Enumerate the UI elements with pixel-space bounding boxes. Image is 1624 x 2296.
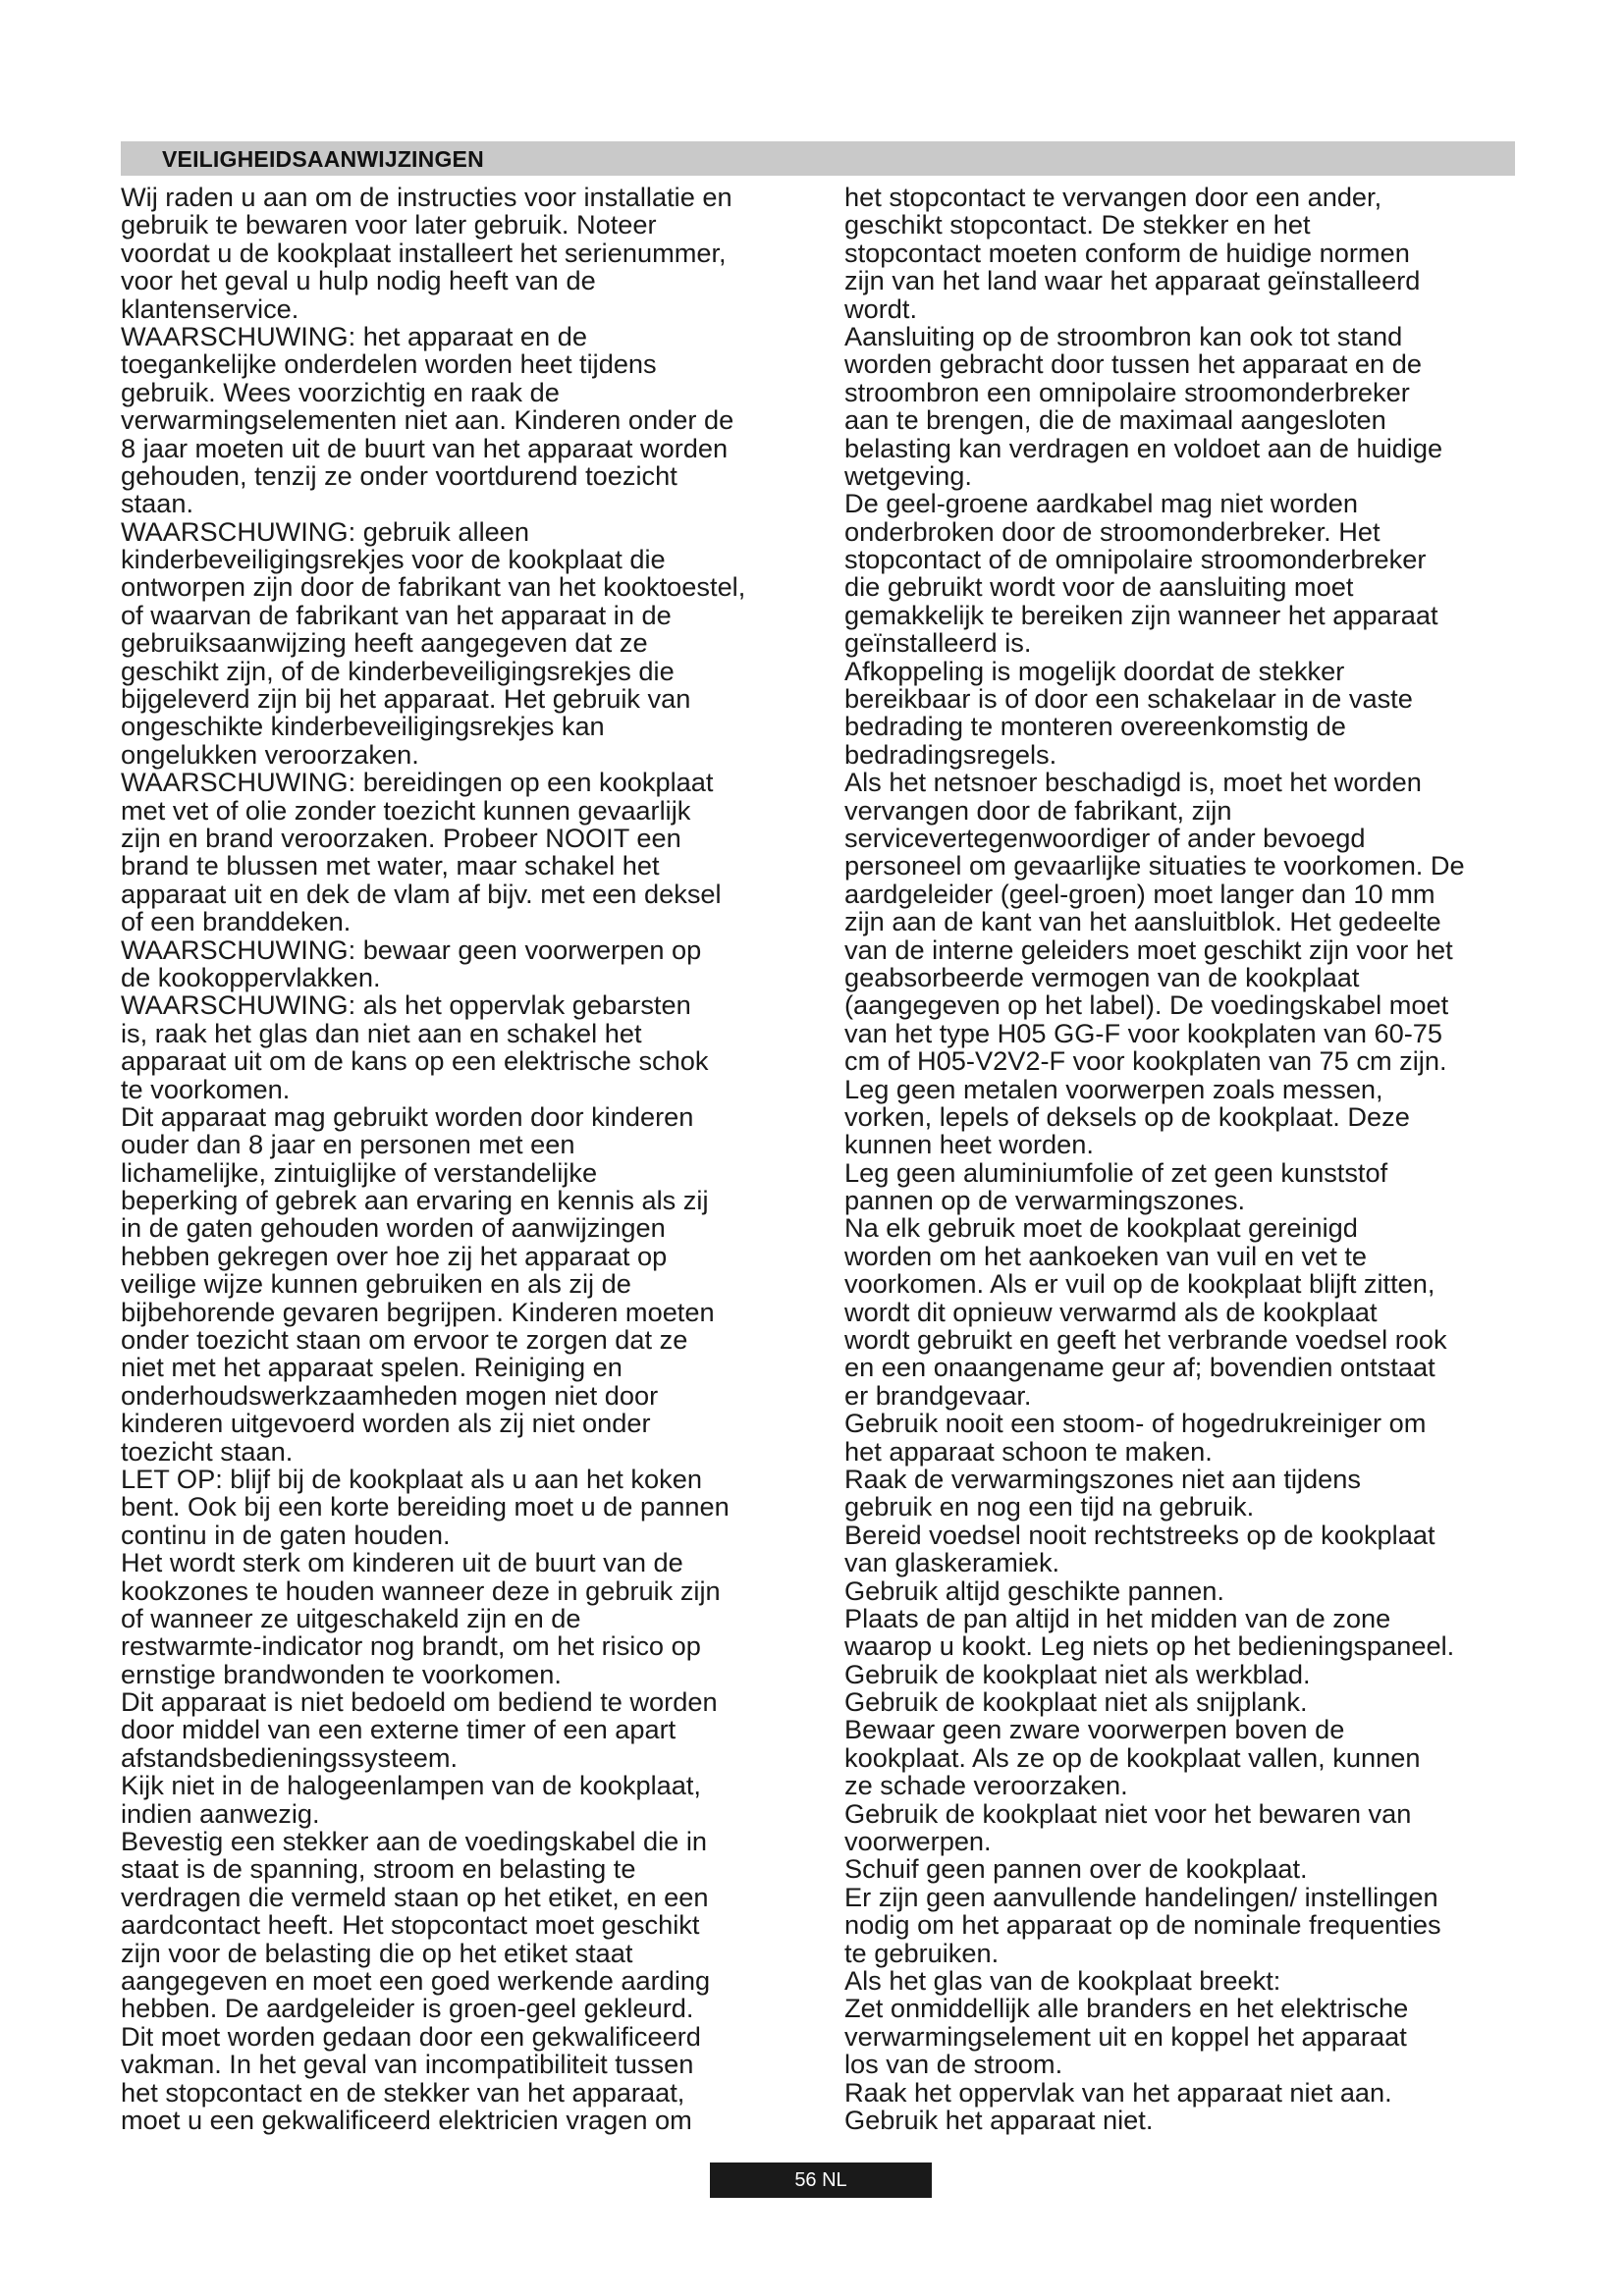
text-line: restwarmte-indicator nog brandt, om het risico op (121, 1630, 701, 1662)
text-line: zijn voor de belasting die op het etiket staat (121, 1937, 633, 1968)
text-line: WAARSCHUWING: bereidingen op een kookplaat (121, 767, 714, 798)
text-line: Kijk niet in de halogeenlampen van de kookplaat, (121, 1770, 701, 1801)
text-line: ongelukken veroorzaken. (121, 738, 419, 770)
text-line: WAARSCHUWING: het apparaat en de (121, 320, 587, 351)
text-line: Aansluiting op de stroombron kan ook tot stand (844, 320, 1403, 351)
text-line: gebruik te bewaren voor later gebruik. Noteer (121, 209, 657, 240)
text-line: voordat u de kookplaat installeert het serienummer, (121, 237, 727, 268)
text-line: servicevertegenwoordiger of ander bevoegd (844, 822, 1366, 853)
text-line: geïnstalleerd is. (844, 627, 1032, 659)
text-line: staan. (121, 488, 194, 519)
text-line: vorken, lepels of deksels op de kookplaat. Deze (844, 1100, 1410, 1132)
text-line: waarop u kookt. Leg niets op het bedieningspaneel. (844, 1630, 1455, 1662)
text-line: ontworpen zijn door de fabrikant van het kooktoestel, (121, 571, 746, 603)
text-line: WAARSCHUWING: bewaar geen voorwerpen op (121, 934, 702, 965)
text-line: veilige wijze kunnen gebruiken en als zij de (121, 1268, 631, 1300)
text-line: in de gaten gehouden worden of aanwijzingen (121, 1212, 666, 1244)
text-line: zijn van het land waar het apparaat geïnstalleerd (844, 265, 1421, 296)
text-line: van de interne geleiders moet geschikt zijn voor het (844, 934, 1453, 965)
text-line: onderhoudswerkzaamheden mogen niet door (121, 1379, 659, 1411)
text-line: wordt gebruikt en geeft het verbrande voedsel rook (844, 1324, 1447, 1356)
text-line: Dit apparaat is niet bedoeld om bediend te worden (121, 1686, 718, 1718)
text-line: Leg geen aluminiumfolie of zet geen kunststof (844, 1156, 1388, 1188)
text-line: beperking of gebrek aan ervaring en kennis als zij (121, 1185, 709, 1216)
text-line: ze schade veroorzaken. (844, 1770, 1128, 1801)
text-line: bijgeleverd zijn bij het apparaat. Het gebruik van (121, 683, 691, 715)
text-line: gemakkelijk te bereiken zijn wanneer het apparaat (844, 599, 1438, 630)
text-line: pannen op de verwarmingszones. (844, 1185, 1246, 1216)
text-line: lichamelijke, zintuiglijke of verstandelijke (121, 1156, 598, 1188)
text-line: brand te blussen met water, maar schakel het (121, 850, 660, 881)
text-line: geabsorbeerde vermogen van de kookplaat (844, 961, 1360, 992)
text-line: of wanneer ze uitgeschakeld zijn en de (121, 1602, 581, 1633)
text-line: aardcontact heeft. Het stopcontact moet geschikt (121, 1909, 700, 1941)
text-line: LET OP: blijf bij de kookplaat als u aan het koken (121, 1463, 702, 1494)
text-line: worden om het aankoeken van vuil en vet te (844, 1240, 1368, 1271)
text-line: gehouden, tenzij ze onder voortdurend toezicht (121, 459, 677, 491)
text-line: apparaat uit om de kans op een elektrische schok (121, 1045, 709, 1077)
text-line: te voorkomen. (121, 1073, 291, 1104)
text-line: afstandsbedieningssysteem. (121, 1741, 459, 1773)
text-line: continu in de gaten houden. (121, 1519, 451, 1550)
text-line: wordt dit opnieuw verwarmd als de kookplaat (844, 1296, 1378, 1327)
text-line: Er zijn geen aanvullende handelingen/ instellingen (844, 1881, 1438, 1912)
text-line: WAARSCHUWING: als het oppervlak gebarsten (121, 989, 691, 1021)
text-line: Gebruik de kookplaat niet als snijplank. (844, 1686, 1308, 1718)
text-line: Gebruik nooit een stoom- of hogedrukreiniger om (844, 1408, 1427, 1439)
text-line: niet met het apparaat spelen. Reiniging en (121, 1352, 623, 1383)
text-line: kookplaat. Als ze op de kookplaat vallen, kunnen (844, 1741, 1421, 1773)
text-line: verdragen die vermeld staan op het etiket, en een (121, 1881, 709, 1912)
text-line: onder toezicht staan om ervoor te zorgen dat ze (121, 1324, 688, 1356)
text-line: Plaats de pan altijd in het midden van de zone (844, 1602, 1391, 1633)
left-text-column (121, 184, 823, 2134)
text-line: hebben. De aardgeleider is groen-geel gekleurd. (121, 1993, 694, 2024)
text-line: klantenservice. (121, 293, 299, 324)
text-line: Als het netsnoer beschadigd is, moet het worden (844, 767, 1422, 798)
text-line: het stopcontact te vervangen door een ander, (844, 182, 1382, 212)
text-line: wordt. (844, 293, 918, 324)
page-number-badge (710, 2163, 932, 2198)
text-line: aan te brengen, die de maximaal aangesloten (844, 404, 1386, 436)
text-line: zijn en brand veroorzaken. Probeer NOOIT een (121, 822, 681, 853)
text-line: door middel van een externe timer of een apart (121, 1714, 677, 1745)
text-line: (aangegeven op het label). De voedingskabel moet (844, 989, 1449, 1021)
text-line: indien aanwezig. (121, 1797, 320, 1829)
text-line: los van de stroom. (844, 2049, 1063, 2080)
text-line: ernstige brandwonden te voorkomen. (121, 1658, 562, 1689)
text-line: kinderen uitgevoerd worden als zij niet onder (121, 1408, 651, 1439)
text-line: voor het geval u hulp nodig heeft van de (121, 265, 596, 296)
text-line: bedrading te monteren overeenkomstig de (844, 711, 1346, 742)
text-line: geschikt stopcontact. De stekker en het (844, 209, 1311, 240)
text-line: Gebruik de kookplaat niet als werkblad. (844, 1658, 1311, 1689)
text-line: onderbroken door de stroomonderbreker. Het (844, 515, 1380, 547)
text-line: Bevestig een stekker aan de voedingskabel die in (121, 1826, 708, 1857)
text-line: of waarvan de fabrikant van het apparaat in de (121, 599, 672, 630)
text-line: De geel-groene aardkabel mag niet worden (844, 488, 1358, 519)
text-line: Afkoppeling is mogelijk doordat de stekker (844, 655, 1345, 686)
text-line: bent. Ook bij een korte bereiding moet u de pannen (121, 1491, 730, 1522)
text-line: kookzones te houden wanneer deze in gebruik zijn (121, 1575, 721, 1606)
text-line: gebruiksaanwijzing heeft aangegeven dat ze (121, 627, 648, 659)
text-line: toezicht staan. (121, 1435, 294, 1467)
text-line: verwarmingselement uit en koppel het apparaat (844, 2020, 1407, 2052)
text-line: kinderbeveiligingsrekjes voor de kookplaat die (121, 544, 666, 575)
text-line: bereikbaar is of door een schakelaar in de vaste (844, 683, 1413, 715)
text-line: Gebruik het apparaat niet. (844, 2104, 1154, 2135)
text-line: Schuif geen pannen over de kookplaat. (844, 1853, 1308, 1885)
text-line: die gebruikt wordt voor de aansluiting moet (844, 571, 1354, 603)
text-line: cm of H05-V2V2-F voor kookplaten van 75 cm zijn. (844, 1045, 1447, 1077)
text-line: aangegeven en moet een goed werkende aarding (121, 1965, 711, 1996)
text-line: Raak het oppervlak van het apparaat niet aan. (844, 2076, 1392, 2108)
text-line: staat is de spanning, stroom en belasting te (121, 1853, 636, 1885)
text-line: geschikt zijn, of de kinderbeveiligingsrekjes die (121, 655, 675, 686)
text-line: en een onaangename geur af; bovendien ontstaat (844, 1352, 1435, 1383)
text-line: is, raak het glas dan niet aan en schakel het (121, 1017, 642, 1048)
text-line: Leg geen metalen voorwerpen zoals messen, (844, 1073, 1383, 1104)
text-line: bijbehorende gevaren begrijpen. Kinderen moeten (121, 1296, 715, 1327)
text-line: Wij raden u aan om de instructies voor installatie en (121, 182, 732, 212)
text-line: Gebruik altijd geschikte pannen. (844, 1575, 1224, 1606)
text-line: gebruik en nog een tijd na gebruik. (844, 1491, 1255, 1522)
page-number: 56 NL (794, 2169, 847, 2191)
text-line: stroombron een omnipolaire stroomonderbreker (844, 376, 1410, 407)
text-line: Zet onmiddellijk alle branders en het elektrische (844, 1993, 1409, 2024)
text-line: nodig om het apparaat op de nominale frequenties (844, 1909, 1441, 1941)
text-line: moet u een gekwalificeerd elektricien vragen om (121, 2104, 692, 2135)
text-line: er brandgevaar. (844, 1379, 1032, 1411)
text-line: het stopcontact en de stekker van het apparaat, (121, 2076, 685, 2108)
text-line: hebben gekregen over hoe zij het apparaat op (121, 1240, 668, 1271)
text-line: Als het glas van de kookplaat breekt: (844, 1965, 1281, 1996)
text-line: Gebruik de kookplaat niet voor het bewaren van (844, 1797, 1412, 1829)
text-line: Bewaar geen zware voorwerpen boven de (844, 1714, 1345, 1745)
text-line: ouder dan 8 jaar en personen met een (121, 1129, 575, 1160)
text-line: Het wordt sterk om kinderen uit de buurt van de (121, 1547, 683, 1578)
text-line: gebruik. Wees voorzichtig en raak de (121, 376, 560, 407)
text-line: bedradingsregels. (844, 738, 1057, 770)
right-text-column (844, 184, 1515, 2134)
section-header-bar (121, 141, 1515, 176)
text-line: van glaskeramiek. (844, 1547, 1060, 1578)
text-line: Raak de verwarmingszones niet aan tijdens (844, 1463, 1361, 1494)
text-line: Dit apparaat mag gebruikt worden door kinderen (121, 1100, 694, 1132)
text-line: te gebruiken. (844, 1937, 1000, 1968)
text-line: zijn aan de kant van het aansluitblok. Het gedeelte (844, 906, 1441, 937)
text-line: personeel om gevaarlijke situaties te voorkomen. De (844, 850, 1465, 881)
text-line: met vet of olie zonder toezicht kunnen gevaarlijk (121, 794, 691, 826)
text-line: voorwerpen. (844, 1826, 992, 1857)
text-line: de kookoppervlakken. (121, 961, 381, 992)
text-line: Na elk gebruik moet de kookplaat gereinigd (844, 1212, 1358, 1244)
text-line: van het type H05 GG-F voor kookplaten van 60-75 (844, 1017, 1443, 1048)
text-line: kunnen heet worden. (844, 1129, 1094, 1160)
text-line: vakman. In het geval van incompatibiliteit tussen (121, 2049, 694, 2080)
text-line: Dit moet worden gedaan door een gekwalificeerd (121, 2020, 701, 2052)
text-line: voorkomen. Als er vuil op de kookplaat blijft zitten, (844, 1268, 1435, 1300)
text-line: 8 jaar moeten uit de buurt van het apparaat worden (121, 432, 729, 463)
text-line: ongeschikte kinderbeveiligingsrekjes kan (121, 711, 605, 742)
text-line: vervangen door de fabrikant, zijn (844, 794, 1232, 826)
text-line: Bereid voedsel nooit rechtstreeks op de kookplaat (844, 1519, 1435, 1550)
text-line: toegankelijke onderdelen worden heet tijdens (121, 348, 657, 380)
section-title: VEILIGHEIDSAANWIJZINGEN (162, 146, 484, 172)
text-line: aardgeleider (geel-groen) moet langer dan 10 mm (844, 878, 1435, 909)
text-line: apparaat uit en dek de vlam af bijv. met een deksel (121, 878, 722, 909)
text-line: verwarmingselementen niet aan. Kinderen onder de (121, 404, 734, 436)
text-line: WAARSCHUWING: gebruik alleen (121, 515, 529, 547)
text-line: het apparaat schoon te maken. (844, 1435, 1213, 1467)
text-line: stopcontact of de omnipolaire stroomonderbreker (844, 544, 1427, 575)
text-line: wetgeving. (844, 459, 972, 491)
text-line: stopcontact moeten conform de huidige normen (844, 237, 1410, 268)
text-line: worden gebracht door tussen het apparaat en de (844, 348, 1422, 380)
text-line: of een branddeken. (121, 906, 352, 937)
text-line: belasting kan verdragen en voldoet aan de huidige (844, 432, 1443, 463)
